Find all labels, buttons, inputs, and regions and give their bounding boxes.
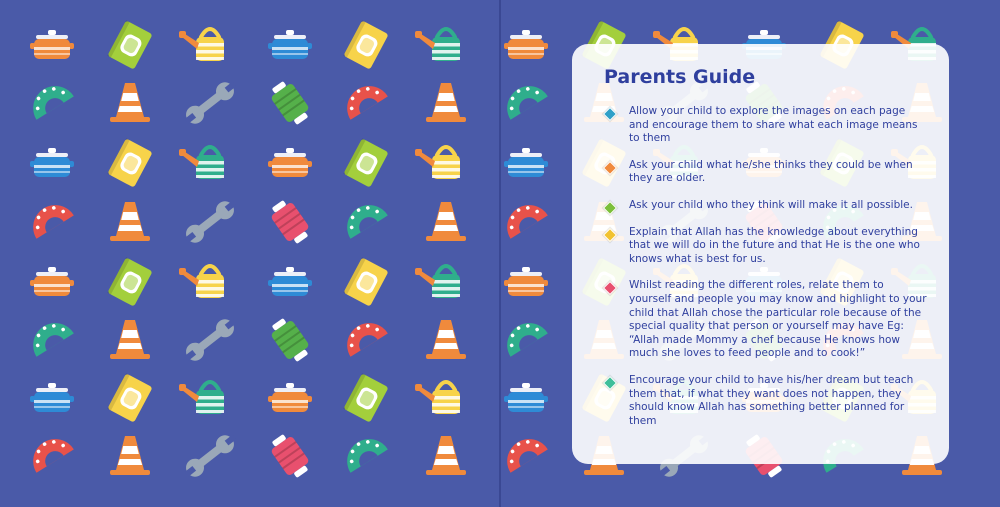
cooking-pot-icon [30, 30, 74, 59]
protractor-icon [499, 78, 548, 120]
guide-item [604, 199, 927, 213]
guide-item-text: Encourage your child to have his/her dream but teach them that, if what they want does not happen, they should know Allah has something better planned for them [629, 373, 914, 427]
protractor-icon [339, 315, 388, 357]
guide-item [604, 159, 927, 186]
protractor-icon [339, 78, 388, 120]
parents-guide-panel [572, 44, 949, 464]
guide-item [604, 226, 927, 267]
protractor-icon [339, 197, 388, 239]
watering-can-icon [179, 29, 224, 61]
watering-can-icon [179, 382, 224, 414]
book-icon [343, 138, 388, 187]
traffic-cone-icon [110, 202, 150, 241]
protractor-icon [499, 315, 548, 357]
book-icon [343, 20, 388, 69]
diamond-bullet-icon [603, 201, 617, 215]
book-icon [107, 373, 152, 422]
wrench-icon [181, 430, 240, 482]
book-icon [343, 257, 388, 306]
book-icon [343, 373, 388, 422]
guide-item [604, 279, 927, 361]
cooking-pot-icon [268, 383, 312, 412]
watering-can-icon [415, 147, 460, 179]
diamond-bullet-icon [603, 376, 617, 390]
guide-item-text: Ask your child who they think will make it all possible. [629, 198, 913, 211]
diamond-bullet-icon [603, 161, 617, 175]
watering-can-icon [179, 266, 224, 298]
cooking-pot-icon [30, 148, 74, 177]
protractor-icon [25, 78, 74, 120]
page-gutter [499, 0, 501, 507]
traffic-cone-icon [426, 436, 466, 475]
cooking-pot-icon [504, 30, 548, 59]
protractor-icon [499, 431, 548, 473]
book-icon [107, 257, 152, 306]
guide-item-text: Whilst reading the different roles, relate them to yourself and people you may know and highlight to your child that Allah chose the particular role because of the special quality that person or yourself may have Eg: “Allah made Mommy a chef because He knows how much she loves to feed people and to cook!” [629, 279, 927, 360]
protractor-icon [499, 197, 548, 239]
wrench-icon [181, 196, 240, 248]
traffic-cone-icon [110, 83, 150, 122]
traffic-cone-icon [110, 436, 150, 475]
protractor-icon [25, 197, 74, 239]
protractor-icon [25, 315, 74, 357]
cooking-pot-icon [268, 30, 312, 59]
wrench-icon [181, 77, 240, 129]
guide-list [604, 105, 927, 428]
guide-item-text: Explain that Allah has the knowledge about everything that we will do in the future and that He is the one who knows what is best for us. [629, 225, 920, 265]
book-icon [107, 138, 152, 187]
traffic-cone-icon [426, 83, 466, 122]
yarn-spool-icon [267, 315, 314, 366]
watering-can-icon [415, 382, 460, 414]
wrench-icon [181, 314, 240, 366]
cooking-pot-icon [504, 267, 548, 296]
diamond-bullet-icon [603, 227, 617, 241]
yarn-spool-icon [267, 78, 314, 129]
traffic-cone-icon [426, 202, 466, 241]
cooking-pot-icon [30, 383, 74, 412]
guide-item [604, 105, 927, 146]
cooking-pot-icon [504, 383, 548, 412]
traffic-cone-icon [426, 320, 466, 359]
guide-title: Parents Guide [604, 66, 756, 88]
guide-item-text: Allow your child to explore the images on each page and encourage them to share what each image means to them [629, 105, 918, 145]
watering-can-icon [179, 147, 224, 179]
yarn-spool-icon [267, 197, 314, 248]
protractor-icon [339, 431, 388, 473]
diamond-bullet-icon [603, 107, 617, 121]
diamond-bullet-icon [603, 281, 617, 295]
watering-can-icon [415, 266, 460, 298]
guide-item-text: Ask your child what he/she thinks they could be when they are older. [629, 158, 913, 185]
cooking-pot-icon [30, 267, 74, 296]
watering-can-icon [415, 29, 460, 61]
cooking-pot-icon [268, 148, 312, 177]
guide-item [604, 374, 927, 428]
cooking-pot-icon [504, 148, 548, 177]
traffic-cone-icon [110, 320, 150, 359]
book-icon [107, 20, 152, 69]
yarn-spool-icon [267, 431, 314, 482]
protractor-icon [25, 431, 74, 473]
cooking-pot-icon [268, 267, 312, 296]
